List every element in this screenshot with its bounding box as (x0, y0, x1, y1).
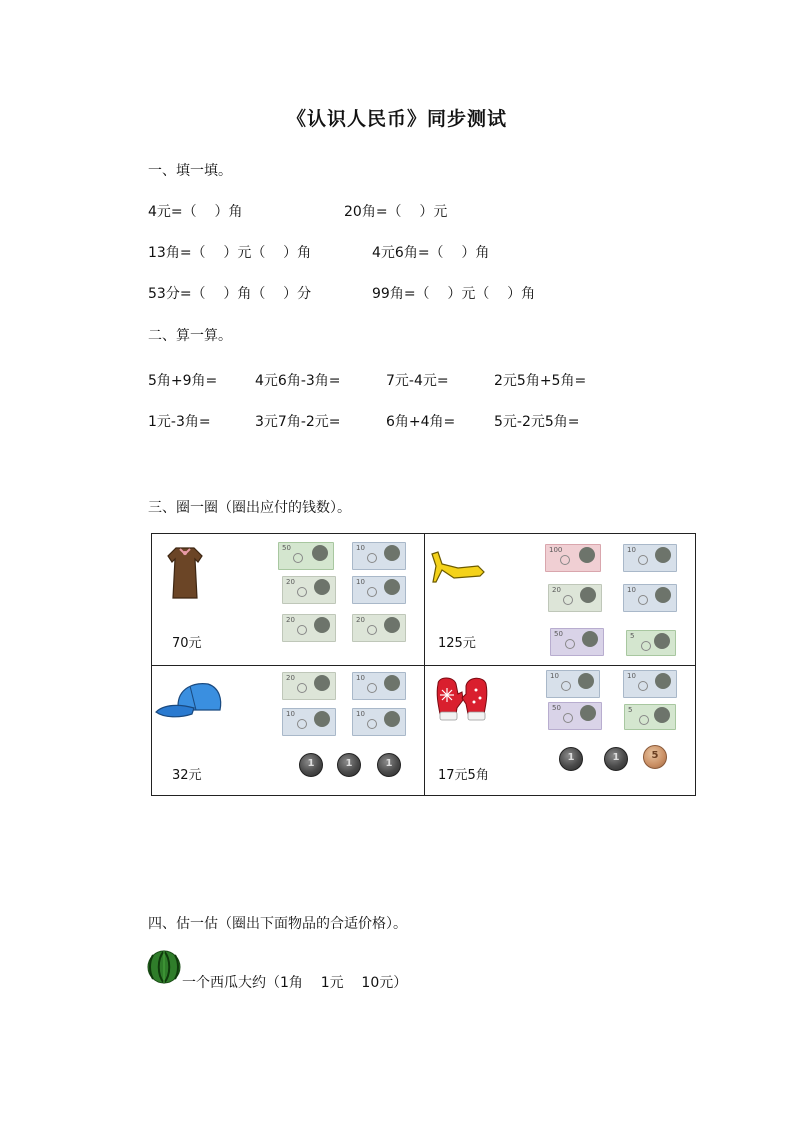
banknote-mittens-3[interactable]: 50 (548, 702, 602, 730)
table-divider-horizontal (152, 665, 695, 666)
banknote-dress-4[interactable]: 10 (352, 576, 406, 604)
calc-2-2: 3元7角-2元= (255, 414, 341, 430)
banknote-dress-6[interactable]: 20 (352, 614, 406, 642)
banknote-shoe-2[interactable]: 10 (623, 544, 677, 572)
coin-mittens-2[interactable]: 1 (604, 747, 628, 771)
banknote-dress-1[interactable]: 50 (278, 542, 334, 570)
cap-icon (154, 680, 224, 720)
banknote-dress-3[interactable]: 20 (282, 576, 336, 604)
section-4-heading: 四、估一估（圈出下面物品的合适价格）。 (148, 916, 407, 932)
coin-mittens-3[interactable]: 5 (643, 745, 667, 769)
mittens-icon (430, 674, 496, 724)
estimate-watermelon-text: 一个西瓜大约（1角 1元 10元） (182, 975, 408, 991)
coin-cap-2[interactable]: 1 (337, 753, 361, 777)
money-table (151, 533, 696, 796)
banknote-dress-2[interactable]: 10 (352, 542, 406, 570)
section-2-heading: 二、算一算。 (148, 328, 232, 344)
dress-price[interactable]: 70元 (172, 636, 202, 651)
calc-2-4: 5元-2元5角= (494, 414, 580, 430)
banknote-mittens-2[interactable]: 10 (623, 670, 677, 698)
banknote-dress-5[interactable]: 20 (282, 614, 336, 642)
banknote-mittens-4[interactable]: 5 (624, 704, 676, 730)
mittens-price[interactable]: 17元5角 (438, 768, 489, 783)
banknote-shoe-3[interactable]: 20 (548, 584, 602, 612)
fill-3a: 53分=（ ）角（ ）分 (148, 286, 312, 302)
page-title: 《认识人民币》同步测试 (286, 108, 507, 130)
fill-1b: 20角=（ ）元 (344, 204, 448, 220)
coin-mittens-1[interactable]: 1 (559, 747, 583, 771)
banknote-cap-2[interactable]: 10 (352, 672, 406, 700)
fill-2a: 13角=（ ）元（ ）角 (148, 245, 312, 261)
watermelon-icon (147, 950, 181, 984)
fill-2b: 4元6角=（ ）角 (372, 245, 490, 261)
calc-1-4: 2元5角+5角= (494, 373, 587, 389)
calc-1-3: 7元-4元= (386, 373, 449, 389)
dress-icon (164, 544, 206, 600)
banknote-mittens-1[interactable]: 10 (546, 670, 600, 698)
banknote-cap-4[interactable]: 10 (352, 708, 406, 736)
coin-cap-3[interactable]: 1 (377, 753, 401, 777)
banknote-shoe-1[interactable]: 100 (545, 544, 601, 572)
banknote-shoe-6[interactable]: 5 (626, 630, 676, 656)
high-heel-icon (428, 548, 486, 584)
calc-2-3: 6角+4角= (386, 414, 456, 430)
fill-3b: 99角=（ ）元（ ）角 (372, 286, 536, 302)
calc-1-2: 4元6角-3角= (255, 373, 341, 389)
shoe-price[interactable]: 125元 (438, 636, 476, 651)
fill-1a: 4元=（ ）角 (148, 204, 243, 220)
banknote-shoe-5[interactable]: 50 (550, 628, 604, 656)
section-1-heading: 一、填一填。 (148, 163, 232, 179)
banknote-shoe-4[interactable]: 10 (623, 584, 677, 612)
banknote-cap-1[interactable]: 20 (282, 672, 336, 700)
section-3-heading: 三、圈一圈（圈出应付的钱数）。 (148, 500, 351, 516)
calc-1-1: 5角+9角= (148, 373, 218, 389)
cap-price[interactable]: 32元 (172, 768, 202, 783)
banknote-cap-3[interactable]: 10 (282, 708, 336, 736)
calc-2-1: 1元-3角= (148, 414, 211, 430)
coin-cap-1[interactable]: 1 (299, 753, 323, 777)
